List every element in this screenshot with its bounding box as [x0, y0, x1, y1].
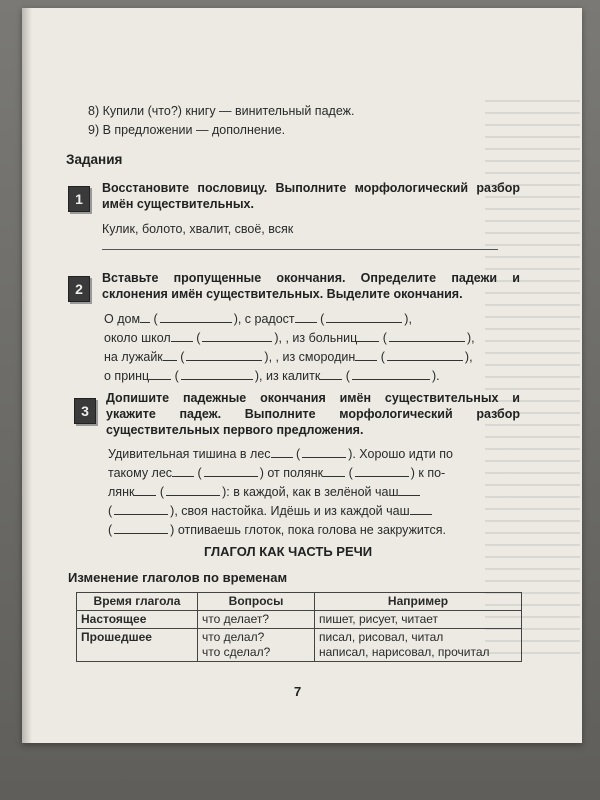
table-cell: Прошедшее [77, 629, 198, 662]
text-fragment: к по- [418, 466, 446, 480]
task2-instruction: Вставьте пропущенные окончания. Определите падежи и склонения имён существительных. Выделите окончания. [102, 271, 520, 301]
case-blank[interactable] [202, 330, 272, 342]
table-cell [198, 629, 315, 662]
case-blank[interactable] [352, 368, 430, 380]
task1-instruction: Восстановите пословицу. Выполните морфологический разбор имён существительных. [102, 181, 520, 211]
ending-blank[interactable] [357, 330, 379, 342]
ending-blank[interactable] [295, 311, 317, 323]
table-header: Время глагола [77, 593, 198, 611]
question-line: что делал? [202, 630, 265, 644]
word-stem: лянк [108, 485, 135, 499]
task-number-badge: 1 [68, 186, 90, 212]
ending-blank[interactable] [320, 368, 342, 380]
exercise-row: ( ) отпиваешь глоток, пока голова не закружится. [108, 523, 446, 537]
example-line: писал, рисовал, читал [319, 630, 444, 644]
word-stem: , из больниц [285, 331, 358, 345]
table-header: Вопросы [198, 593, 315, 611]
ending-blank[interactable] [172, 465, 194, 477]
word-stem: , с радост [237, 312, 295, 326]
word-stem: , из калитк [259, 369, 321, 383]
ending-blank[interactable] [171, 330, 193, 342]
ending-blank[interactable] [323, 465, 345, 477]
case-blank[interactable] [387, 349, 463, 361]
case-blank[interactable] [166, 484, 220, 496]
ending-blank[interactable] [149, 368, 171, 380]
word-stem: на лужайк [104, 350, 163, 364]
case-blank[interactable] [160, 311, 232, 323]
case-blank[interactable] [204, 465, 258, 477]
word-stem: такому лес [108, 466, 173, 480]
subsection-heading: Изменение глаголов по временам [68, 570, 288, 585]
ending-blank[interactable] [134, 484, 156, 496]
word-stem: , из смородин [275, 350, 356, 364]
case-blank[interactable] [114, 503, 168, 515]
list-item-9: 9) В предложении — дополнение. [88, 123, 286, 137]
case-blank[interactable] [181, 368, 253, 380]
list-item-8: 8) Купили (что?) книгу — винительный падеж. [88, 104, 355, 118]
example-line: написал, нарисовал, прочитал [319, 645, 490, 659]
ending-blank[interactable] [355, 349, 377, 361]
word-stem: о принц [104, 369, 150, 383]
ending-blank[interactable] [398, 484, 420, 496]
exercise-row: О дом ( ), с радост ( ), [104, 312, 412, 326]
text-fragment: : в каждой, как в зелёной чаш [226, 485, 399, 499]
text-fragment: отпиваешь глоток, пока голова не закружится. [177, 523, 446, 537]
exercise-row: около школ ( ), , из больниц ( ), [104, 331, 475, 345]
task-number-badge: 3 [74, 398, 96, 424]
table-cell: что делает? [198, 611, 315, 629]
page-number: 7 [294, 684, 302, 699]
verb-tense-table [76, 592, 522, 662]
ending-blank[interactable] [410, 503, 432, 515]
table-cell: Настоящее [77, 611, 198, 629]
ending-blank[interactable] [271, 446, 293, 458]
word-stem: Удивительная тишина в лес [108, 447, 271, 461]
table-header-row [77, 593, 522, 611]
text-fragment: . Хорошо идти по [352, 447, 453, 461]
exercise-row: ( ), своя настойка. Идёшь и из каждой чаш [108, 503, 432, 519]
page-spine [22, 8, 32, 743]
ending-blank[interactable] [163, 349, 177, 361]
task1-words: Кулик, болото, хвалит, своё, всяк [102, 222, 294, 236]
table-row [77, 629, 522, 662]
exercise-row: лянк ( ): в каждой, как в зелёной чаш [108, 484, 420, 500]
section-title: Задания [66, 152, 123, 167]
case-blank[interactable] [186, 349, 262, 361]
table-cell [315, 629, 522, 662]
question-line: что сделал? [202, 645, 271, 659]
case-blank[interactable] [355, 465, 409, 477]
chapter-heading: ГЛАГОЛ КАК ЧАСТЬ РЕЧИ [204, 544, 373, 559]
case-blank[interactable] [114, 522, 168, 534]
text-fragment: своя настойка. Идёшь и из каждой чаш [181, 504, 410, 518]
case-blank[interactable] [326, 311, 402, 323]
task-number-badge: 2 [68, 276, 90, 302]
exercise-row: такому лес ( ) от полянк ( ) к по- [108, 466, 446, 480]
word-stem: от полянк [267, 466, 324, 480]
word-stem: около школ [104, 331, 171, 345]
table-header: Например [315, 593, 522, 611]
exercise-row: Удивительная тишина в лес ( ). Хорошо идти по [108, 447, 453, 461]
table-cell: пишет, рисует, читает [315, 611, 522, 629]
answer-line [102, 249, 498, 250]
case-blank[interactable] [389, 330, 465, 342]
exercise-row: о принц ( ), из калитк ( ). [104, 369, 440, 383]
table-row [77, 611, 522, 629]
exercise-row: на лужайк ( ), , из смородин ( ), [104, 350, 473, 364]
task3-instruction: Допишите падежные окончания имён существительных и укажите падеж. Выполните морфологический разбор существительных первого предложения. [106, 391, 520, 437]
case-blank[interactable] [302, 446, 346, 458]
ending-blank[interactable] [140, 311, 150, 323]
word-stem: О дом [104, 312, 141, 326]
